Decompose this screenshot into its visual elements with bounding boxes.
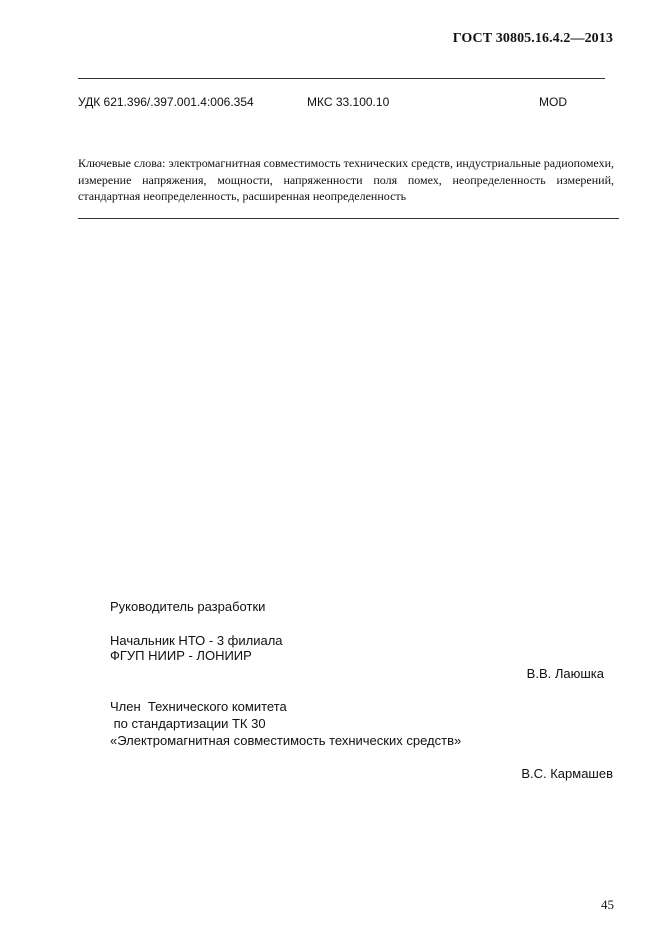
signatory-name-2: В.С. Кармашев bbox=[521, 766, 613, 781]
bottom-divider bbox=[78, 218, 619, 219]
member-line-1: Член Технического комитета bbox=[110, 699, 287, 714]
page-number: 45 bbox=[601, 897, 614, 912]
keywords-paragraph bbox=[78, 155, 614, 205]
classification-row bbox=[78, 95, 605, 111]
standard-number: ГОСТ 30805.16.4.2—2013 bbox=[452, 31, 613, 46]
udk-code: УДК 621.396/.397.001.4:006.354 bbox=[78, 95, 254, 109]
head-title: Руководитель разработки bbox=[110, 599, 266, 614]
member-line-2: по стандартизации ТК 30 bbox=[110, 716, 266, 731]
signatory-name-1: В.В. Лаюшка bbox=[526, 666, 604, 681]
member-line-3: «Электромагнитная совместимость технических средств» bbox=[110, 733, 462, 748]
keywords-label: Ключевые слова: bbox=[78, 156, 166, 170]
top-divider bbox=[78, 78, 605, 79]
mod-label: MOD bbox=[539, 95, 567, 109]
org-line-1: Начальник НТО - 3 филиала bbox=[110, 633, 283, 648]
mks-code: МКС 33.100.10 bbox=[307, 95, 390, 109]
org-line-2: ФГУП НИИР - ЛОНИИР bbox=[110, 648, 252, 663]
keywords-text: электромагнитная совместимость технических средств, индустриальные радиопомехи, измерение напряжения, мощности, напряженности поля помех, неопределенность измерений, стандартная неопределенность, расширенная неопределенность bbox=[78, 156, 614, 203]
